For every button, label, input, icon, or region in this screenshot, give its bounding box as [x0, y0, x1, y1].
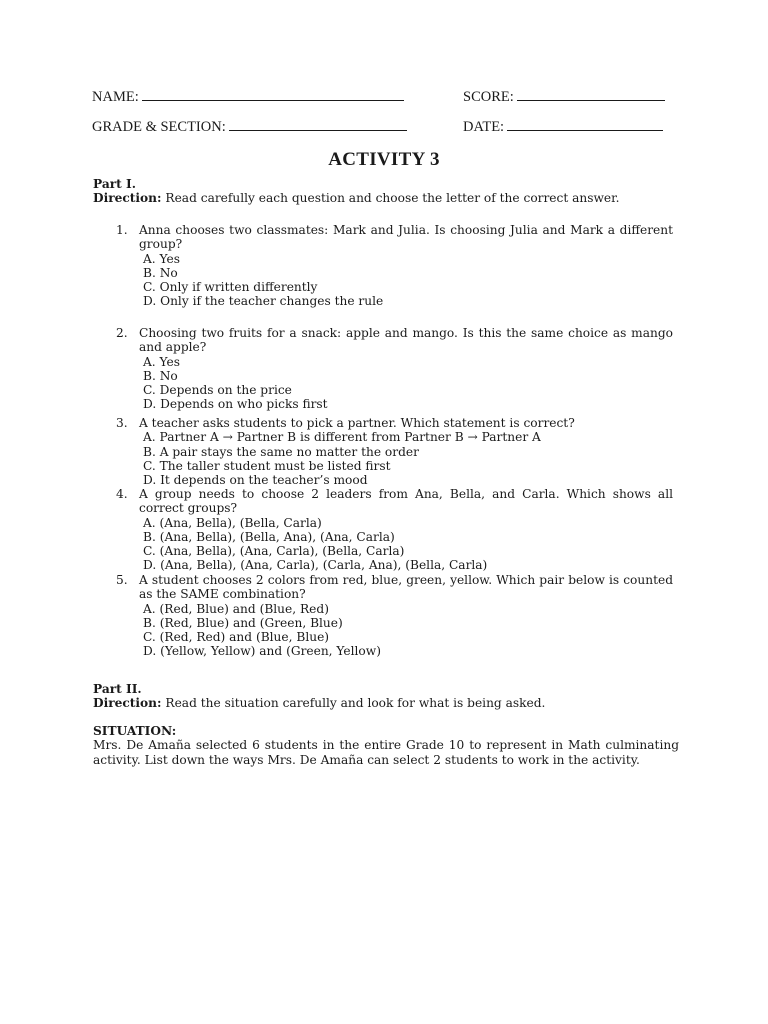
part2-direction-label: Direction: [93, 696, 162, 711]
option-a: A. (Ana, Bella), (Bella, Carla) [143, 515, 322, 530]
grade-section-field [92, 118, 407, 134]
name-label: NAME: [92, 89, 139, 105]
part1-direction-label: Direction: [93, 191, 162, 206]
option-a: A. Yes [143, 354, 181, 369]
option-b: B. No [143, 368, 178, 383]
part2-direction [93, 696, 678, 710]
option-a: A. (Red, Blue) and (Blue, Red) [143, 601, 329, 616]
situation-label: SITUATION: [93, 724, 177, 738]
part2-heading: Part II. [93, 682, 142, 696]
option-b: B. A pair stays the same no matter the order [143, 444, 419, 459]
question-number: 1. [116, 223, 128, 237]
question-number: 4. [116, 487, 128, 501]
activity-title: ACTIVITY 3 [328, 149, 440, 170]
part1-heading: Part I. [93, 177, 136, 191]
option-c: C. Depends on the price [143, 383, 292, 398]
option-a: A. Partner A → Partner B is different from Partner B → Partner A [143, 430, 541, 445]
part1-direction-text: Read carefully each question and choose the letter of the correct answer. [161, 191, 620, 206]
date-label: DATE: [463, 119, 505, 135]
option-d: D. Depends on who picks first [143, 397, 328, 412]
score-label: SCORE: [463, 89, 514, 105]
score-field [463, 88, 665, 104]
name-blank [142, 88, 404, 101]
option-d: D. Only if the teacher changes the rule [143, 294, 384, 309]
part2-direction-text: Read the situation carefully and look for what is being asked. [161, 696, 546, 711]
option-b: B. No [143, 265, 178, 280]
part1-header [93, 177, 678, 206]
question-1 [116, 223, 673, 309]
option-a: A. Yes [143, 251, 181, 266]
option-d: D. It depends on the teacher’s mood [143, 473, 368, 488]
part1-direction [93, 191, 678, 205]
question-number: 3. [116, 416, 128, 430]
grade-section-blank [229, 118, 407, 131]
date-field [463, 118, 663, 134]
question-stem: Choosing two fruits for a snack: apple and mango. Is this the same choice as mango and apple? [139, 326, 673, 355]
option-d: D. (Ana, Bella), (Ana, Carla), (Carla, Ana), (Bella, Carla) [143, 558, 488, 573]
question-2 [116, 326, 673, 412]
question-stem: A group needs to choose 2 leaders from Ana, Bella, and Carla. Which shows all correct groups? [139, 487, 673, 516]
option-b: B. (Ana, Bella), (Bella, Ana), (Ana, Carla) [143, 529, 395, 544]
question-stem: A teacher asks students to pick a partner. Which statement is correct? [139, 416, 575, 430]
name-field [92, 88, 404, 104]
grade-section-label: GRADE & SECTION: [92, 119, 226, 135]
option-c: C. The taller student must be listed first [143, 458, 391, 473]
option-c: C. (Ana, Bella), (Ana, Carla), (Bella, Carla) [143, 544, 405, 559]
option-c: C. (Red, Red) and (Blue, Blue) [143, 630, 330, 645]
question-3 [116, 416, 673, 487]
question-4 [116, 487, 673, 573]
question-5 [116, 573, 673, 659]
part2-header [93, 682, 678, 711]
score-blank [517, 88, 665, 101]
situation-block [93, 724, 679, 767]
question-stem: Anna chooses two classmates: Mark and Julia. Is choosing Julia and Mark a different group? [139, 223, 673, 252]
question-number: 2. [116, 326, 128, 340]
option-b: B. (Red, Blue) and (Green, Blue) [143, 615, 343, 630]
situation-text: Mrs. De Amaña selected 6 students in the entire Grade 10 to represent in Math culminating activity. List down the ways Mrs. De Amaña can select 2 students to work in the activity. [93, 738, 679, 767]
date-blank [507, 118, 663, 131]
option-c: C. Only if written differently [143, 280, 318, 295]
question-number: 5. [116, 573, 128, 587]
question-stem: A student chooses 2 colors from red, blue, green, yellow. Which pair below is counted as the SAME combination? [139, 573, 673, 602]
option-d: D. (Yellow, Yellow) and (Green, Yellow) [143, 644, 381, 659]
